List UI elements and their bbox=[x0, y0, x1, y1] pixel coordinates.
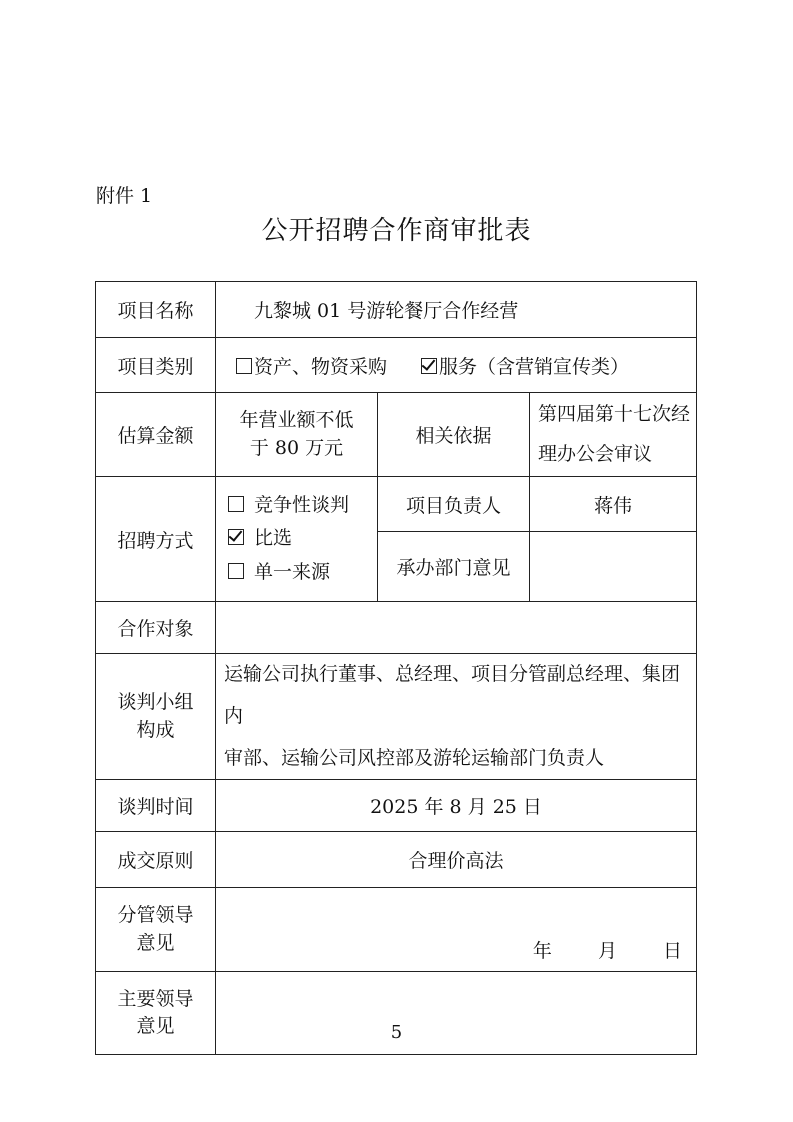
row-project-name bbox=[96, 282, 697, 338]
main-opinion-label-line: 意见 bbox=[136, 1015, 175, 1038]
row-method-top bbox=[96, 477, 697, 532]
checkbox-unchecked[interactable] bbox=[228, 563, 244, 579]
page-number: 5 bbox=[390, 1022, 403, 1043]
team-label-line: 谈判小组 bbox=[117, 691, 194, 714]
basis-label: 相关依据 bbox=[378, 393, 530, 477]
attachment-label: 附件 1 bbox=[96, 185, 153, 207]
date-year-label: 年 bbox=[532, 940, 552, 963]
method-option-label: 比选 bbox=[254, 527, 293, 550]
project-category-options bbox=[216, 338, 697, 393]
leader-label: 项目负责人 bbox=[378, 477, 530, 532]
method-option-label: 单一来源 bbox=[254, 560, 331, 583]
method-options bbox=[216, 477, 378, 602]
estimate-value-line: 于 80 万元 bbox=[249, 436, 344, 459]
estimate-label: 估算金额 bbox=[96, 393, 216, 477]
approval-form-table bbox=[95, 281, 697, 1055]
checkbox-unchecked[interactable] bbox=[228, 496, 244, 512]
category-option-services[interactable] bbox=[421, 352, 629, 379]
row-deputy-opinion bbox=[96, 888, 697, 972]
row-negotiation-time bbox=[96, 780, 697, 832]
project-category-label: 项目类别 bbox=[96, 338, 216, 393]
row-principle bbox=[96, 832, 697, 888]
principle-value: 合理价高法 bbox=[216, 832, 697, 888]
deputy-opinion-label bbox=[96, 888, 216, 972]
signature-date bbox=[507, 936, 682, 963]
estimate-value-line: 年营业额不低 bbox=[239, 408, 354, 431]
time-label: 谈判时间 bbox=[96, 780, 216, 832]
basis-value-line: 理办公会审议 bbox=[538, 442, 653, 465]
project-name-value: 九黎城 01 号游轮餐厅合作经营 bbox=[216, 282, 697, 338]
form-title: 公开招聘合作商审批表 bbox=[261, 216, 532, 246]
basis-value-line: 第四届第十七次经 bbox=[538, 402, 691, 425]
main-opinion-label-line: 主要领导 bbox=[117, 987, 194, 1010]
method-option-label: 竞争性谈判 bbox=[254, 494, 350, 517]
deputy-opinion-label-line: 分管领导 bbox=[117, 904, 194, 927]
method-option-comparison[interactable] bbox=[228, 522, 377, 555]
principle-label: 成交原则 bbox=[96, 832, 216, 888]
checkbox-checked[interactable] bbox=[421, 358, 437, 374]
row-partner bbox=[96, 602, 697, 654]
method-label: 招聘方式 bbox=[96, 477, 216, 602]
partner-value[interactable] bbox=[216, 602, 697, 654]
category-option-label: 资产、物资采购 bbox=[254, 355, 388, 378]
estimate-value bbox=[216, 393, 378, 477]
category-option-label: 服务（含营销宣传类） bbox=[439, 355, 630, 378]
team-value-line: 审部、运输公司风控部及游轮运输部门负责人 bbox=[224, 746, 605, 769]
row-estimate bbox=[96, 393, 697, 477]
team-value bbox=[216, 654, 697, 780]
category-option-procurement[interactable] bbox=[236, 352, 387, 379]
dept-opinion-value[interactable] bbox=[530, 532, 697, 602]
leader-value: 蒋伟 bbox=[530, 477, 697, 532]
deputy-opinion-label-line: 意见 bbox=[136, 931, 175, 954]
partner-label: 合作对象 bbox=[96, 602, 216, 654]
row-project-category bbox=[96, 338, 697, 393]
time-value: 2025 年 8 月 25 日 bbox=[216, 780, 697, 832]
method-option-single-source[interactable] bbox=[228, 556, 377, 589]
row-team bbox=[96, 654, 697, 780]
date-month-label: 月 bbox=[597, 940, 617, 963]
team-label-line: 构成 bbox=[136, 718, 175, 741]
deputy-opinion-value[interactable] bbox=[216, 888, 697, 972]
project-name-label: 项目名称 bbox=[96, 282, 216, 338]
checkbox-checked[interactable] bbox=[228, 529, 244, 545]
dept-opinion-label: 承办部门意见 bbox=[378, 532, 530, 602]
basis-value bbox=[530, 393, 697, 477]
method-option-negotiation[interactable] bbox=[228, 489, 377, 522]
date-day-label: 日 bbox=[663, 940, 683, 963]
team-label bbox=[96, 654, 216, 780]
team-value-line: 运输公司执行董事、总经理、项目分管副总经理、集团内 bbox=[224, 663, 681, 727]
checkbox-unchecked[interactable] bbox=[236, 358, 252, 374]
